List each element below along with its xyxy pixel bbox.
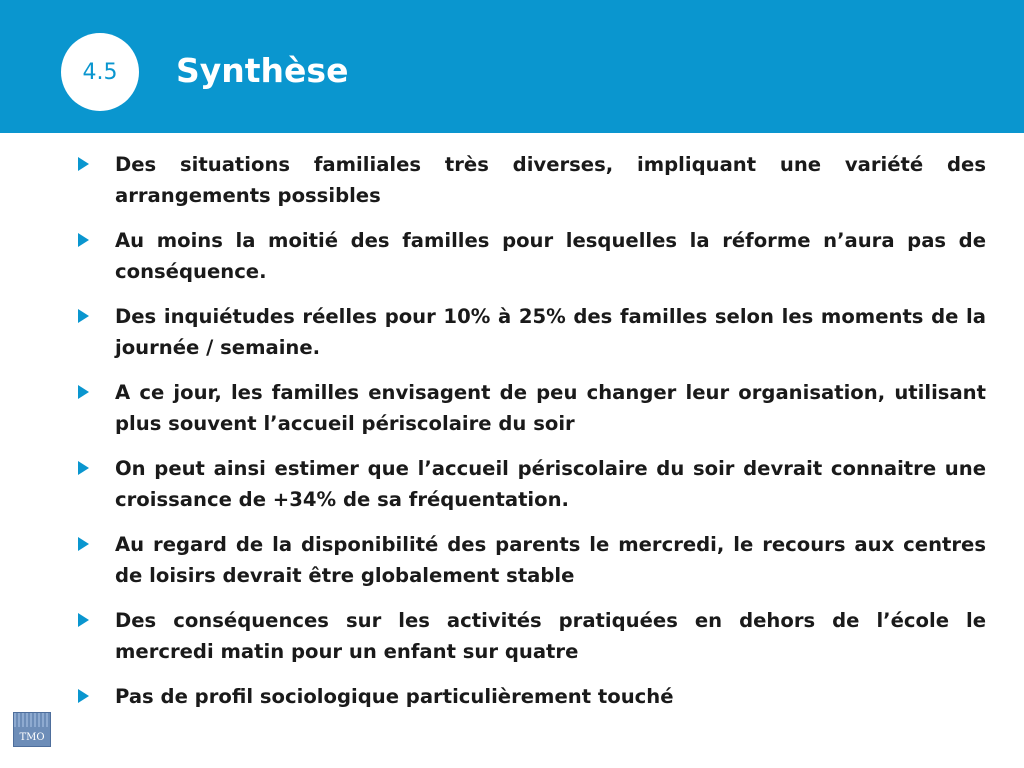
bullet-text: Des conséquences sur les activités pratiquées en dehors de l’école le mercredi matin pour un enfant sur quatre <box>115 609 986 663</box>
header-banner <box>0 0 1024 133</box>
triangle-bullet-icon <box>78 385 89 399</box>
bullet-item <box>78 301 986 363</box>
bullet-text: Au regard de la disponibilité des parents le mercredi, le recours aux centres de loisirs devrait être globalement stable <box>115 533 986 587</box>
triangle-bullet-icon <box>78 157 89 171</box>
triangle-bullet-icon <box>78 689 89 703</box>
triangle-bullet-icon <box>78 461 89 475</box>
bullet-item <box>78 605 986 667</box>
bullet-text: Au moins la moitié des familles pour lesquelles la réforme n’aura pas de conséquence. <box>115 229 986 283</box>
section-number-badge <box>61 33 139 111</box>
bullet-list <box>78 149 986 726</box>
bullet-item <box>78 377 986 439</box>
tmo-logo <box>13 712 51 747</box>
slide-title: Synthèse <box>176 51 349 90</box>
triangle-bullet-icon <box>78 233 89 247</box>
logo-pattern <box>14 713 51 727</box>
bullet-item <box>78 529 986 591</box>
bullet-item <box>78 453 986 515</box>
bullet-text: Pas de profil sociologique particulièrement touché <box>115 685 674 708</box>
bullet-text: On peut ainsi estimer que l’accueil périscolaire du soir devrait connaitre une croissance de +34% de sa fréquentation. <box>115 457 986 511</box>
section-number: 4.5 <box>82 59 118 85</box>
bullet-item <box>78 681 986 712</box>
bullet-item <box>78 149 986 211</box>
logo-text: TMO <box>19 732 45 743</box>
triangle-bullet-icon <box>78 537 89 551</box>
bullet-text: Des situations familiales très diverses, impliquant une variété des arrangements possibles <box>115 153 986 207</box>
triangle-bullet-icon <box>78 309 89 323</box>
bullet-text: Des inquiétudes réelles pour 10% à 25% des familles selon les moments de la journée / semaine. <box>115 305 986 359</box>
triangle-bullet-icon <box>78 613 89 627</box>
bullet-text: A ce jour, les familles envisagent de peu changer leur organisation, utilisant plus souvent l’accueil périscolaire du soir <box>115 381 986 435</box>
bullet-item <box>78 225 986 287</box>
